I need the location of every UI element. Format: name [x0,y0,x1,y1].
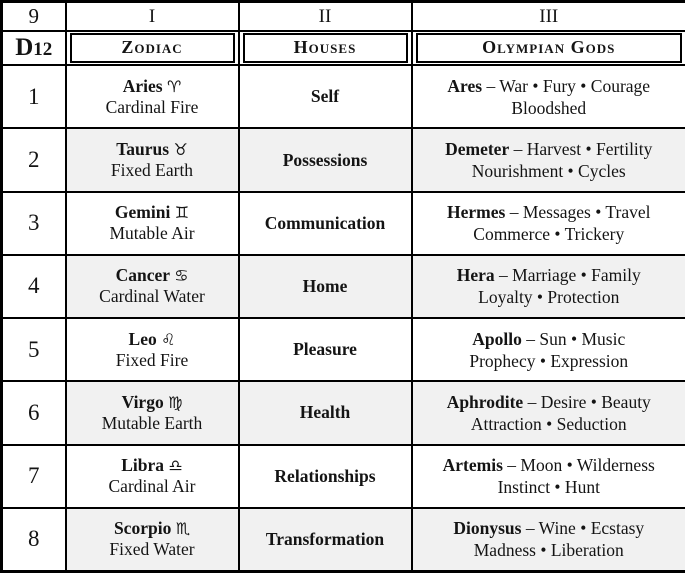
zodiac-cell [66,508,239,572]
sign-name: Leo [128,328,157,349]
sign-quality: Fixed Water [109,539,195,560]
god-desc-line2: Bloodshed [511,97,587,118]
sign-quality: Cardinal Fire [105,96,199,117]
god-cell [412,381,685,444]
zodiac-header-cell [66,31,239,65]
house-cell: Self [239,65,412,128]
row-number-cell: 3 [2,192,66,255]
table-row [2,255,685,318]
house-cell: Home [239,255,412,318]
house-cell: Relationships [239,445,412,508]
header-row-titles [2,31,685,65]
god-desc-line1: – Messages • Travel [509,202,651,223]
god-name: Aphrodite [446,391,524,412]
gods-header-label: Olympian Gods [416,33,683,63]
god-desc-line1: – War • Fury • Courage [486,75,651,96]
gemini-symbol-icon: ♊ [174,203,190,223]
virgo-symbol-icon: ♍ [168,392,183,412]
cancer-symbol-icon: ♋ [174,266,189,286]
god-cell [412,318,685,381]
row-number-cell: 8 [2,508,66,572]
libra-symbol-icon: ♎ [168,456,183,476]
sign-name: Cancer [115,265,170,286]
table-row [2,128,685,191]
god-name: Artemis [442,455,503,476]
row-number-cell: 2 [2,128,66,191]
corner-d12-cell [2,31,66,65]
house-cell: Possessions [239,128,412,191]
house-cell: Communication [239,192,412,255]
column-header-roman-1: I [66,2,239,32]
leo-symbol-icon: ♌ [161,329,176,349]
god-desc-line1: – Desire • Beauty [527,391,651,412]
aries-symbol-icon: ♈ [166,76,182,96]
sign-name: Libra [121,455,165,476]
sign-name: Scorpio [113,518,172,539]
god-desc-line1: – Moon • Wilderness [507,455,655,476]
gods-header-cell [412,31,685,65]
god-desc-line1: – Sun • Music [526,328,626,349]
sign-quality: Fixed Fire [115,349,189,370]
house-cell: Transformation [239,508,412,572]
sign-name: Gemini [114,202,171,223]
god-name: Ares [447,75,483,96]
table-row [2,445,685,508]
taurus-symbol-icon: ♉ [173,140,188,160]
zodiac-cell [66,255,239,318]
zodiac-cell [66,128,239,191]
table-row [2,192,685,255]
god-desc-line2: Attraction • Seduction [470,413,627,434]
god-desc-line2: Instinct • Hunt [497,477,600,498]
god-name: Dionysus [453,518,522,539]
row-number-cell: 5 [2,318,66,381]
zodiac-cell [66,65,239,128]
god-desc-line1: – Marriage • Family [499,265,641,286]
sign-quality: Mutable Earth [101,412,203,433]
corner-top-glyph: 9 [28,4,39,29]
god-cell [412,192,685,255]
sign-name: Taurus [116,139,170,160]
sign-quality: Cardinal Air [108,476,196,497]
scorpio-symbol-icon: ♏ [175,519,191,539]
header-row-roman [2,2,685,32]
sign-quality: Fixed Earth [110,160,194,181]
row-number-cell: 7 [2,445,66,508]
god-cell [412,128,685,191]
zodiac-cell [66,381,239,444]
god-name: Demeter [445,139,510,160]
zodiac-cell [66,192,239,255]
sign-quality: Mutable Air [109,223,195,244]
god-desc-line2: Nourishment • Cycles [471,161,626,182]
d12-letter: D [15,34,34,62]
god-desc-line1: – Wine • Ecstasy [525,518,645,539]
houses-header-cell [239,31,412,65]
god-desc-line2: Madness • Liberation [473,540,624,561]
zodiac-cell [66,445,239,508]
table-row [2,508,685,572]
zodiac-cell [66,318,239,381]
sign-name: Virgo [121,391,164,412]
god-desc-line2: Prophecy • Expression [469,350,629,371]
row-number-cell: 1 [2,65,66,128]
house-cell: Pleasure [239,318,412,381]
god-cell [412,255,685,318]
table-row [2,381,685,444]
house-cell: Health [239,381,412,444]
row-number-cell: 4 [2,255,66,318]
houses-header-label: Houses [243,33,408,63]
corner-top-cell [2,2,66,32]
column-header-roman-3: III [412,2,685,32]
column-header-roman-2: II [239,2,412,32]
table-row [2,65,685,128]
god-cell [412,445,685,508]
sign-name: Aries [122,75,163,96]
god-cell [412,508,685,572]
god-name: Apollo [472,328,522,349]
god-cell [412,65,685,128]
zodiac-header-label: Zodiac [70,33,235,63]
god-desc-line2: Loyalty • Protection [478,287,620,308]
god-name: Hermes [447,202,506,223]
god-name: Hera [456,265,495,286]
table-row [2,318,685,381]
d12-number: 12 [33,39,53,61]
row-number-cell: 6 [2,381,66,444]
sign-quality: Cardinal Water [99,286,205,307]
god-desc-line2: Commerce • Trickery [473,224,625,245]
god-desc-line1: – Harvest • Fertility [513,139,653,160]
